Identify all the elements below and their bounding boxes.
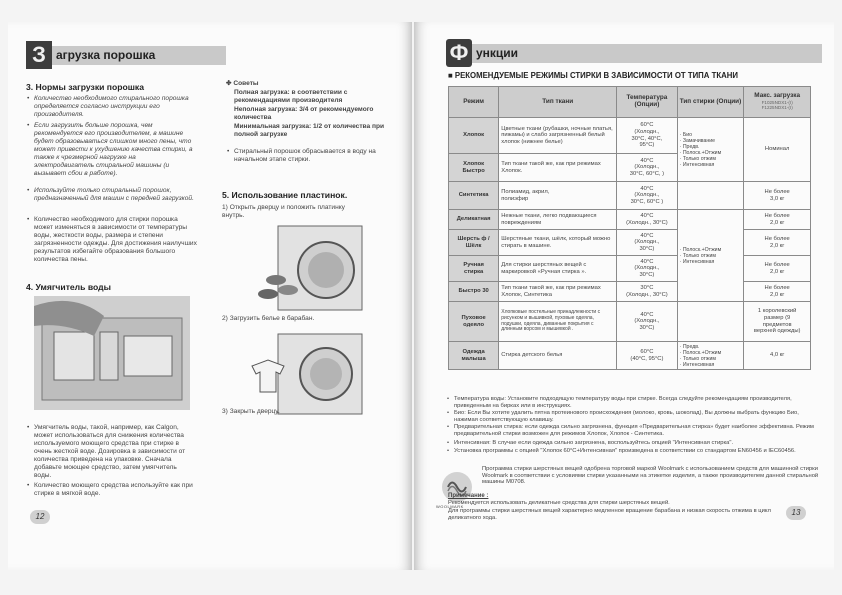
table-header-row	[449, 87, 811, 118]
table-row	[449, 118, 811, 154]
tips-line-2: Неполная загрузка: 3/4 от рекомендуемого количества	[234, 106, 374, 121]
options-cell: · Предв. · Полоск.+Отжим · Только отжим · Интенсивная	[677, 342, 744, 370]
load-cell: Не более 3,0 кг	[744, 182, 811, 210]
tablets-illustration-2	[248, 330, 364, 416]
temp-cell: 40°C (Холодн., 30°C, 60°C, )	[617, 154, 678, 182]
left-page-number: 12	[30, 510, 50, 524]
table-title: ■ РЕКОМЕНДУЕМЫЕ РЕЖИМЫ СТИРКИ В ЗАВИСИМОСТИ ОТ ТИПА ТКАНИ	[448, 71, 738, 80]
temp-cell: 40°C (Холодн., 30°C)	[617, 210, 678, 230]
mode-cell: Синтетика	[449, 182, 499, 210]
load-cell: 1 королевский размер (9 предметов верхней одежды)	[744, 302, 811, 342]
mode-cell: Одежда малыша	[449, 342, 499, 370]
note-intensive: • Интенсивная: В случае если одежда сильно загрязнена, воспользуйтесь опцией "Интенсивная стирка".	[454, 440, 822, 447]
note-water-temp: • Температура воды: Установите подходящую температуру воды при стирке. Всегда следуйте рекомендациям производителя, приведенным на бирках или в инструкциях.	[454, 396, 822, 409]
temp-cell: 40°C (Холодн., 30°C, 60°C )	[617, 182, 678, 210]
temp-cell: 40°C (Холодн., 30°C)	[617, 256, 678, 282]
note-prewash: • Предварительная стирка: если одежда сильно загрязнена, функция «Предварительная стирка» будет наиболее эффективна. Режим предварительной стирки возможен для режимов Хлопок, Хлопок - Синтетика.	[454, 424, 822, 437]
tablets-step-1: 1) Открыть дверцу и положить платинку внутрь.	[222, 204, 345, 219]
load-cell: Не более 2,0 кг	[744, 282, 811, 302]
load-cell: 4,0 кг	[744, 342, 811, 370]
remark-title: Примечание :	[448, 493, 489, 499]
right-page-number: 13	[786, 506, 806, 520]
note-standard: • Установка программы с опцией "Хлопок 60°C+Интенсивная" произведена в соответствии со стандартом EN60456 и IEC60456.	[454, 448, 822, 455]
tips-title: ✤ Советы	[226, 80, 259, 87]
washer-door-drawing	[248, 222, 364, 312]
softener-bullet-2: • Количество моющего средства используйте как при стирке в мягкой воде.	[34, 482, 194, 498]
washer-load-drawing	[248, 330, 364, 416]
mode-cell: Ручная стирка	[449, 256, 499, 282]
wash-modes-table	[448, 86, 811, 370]
fabric-cell: Для стирки шерстяных вещей с маркировкой «Ручная стирка ».	[499, 256, 617, 282]
fabric-cell: Хлопковые постельные принадлежности с рисунком и вышивкой, пуховые одеяла, подушки, одеяла, диванные покрытия с длинным ворсом и мышевкой .	[499, 302, 617, 342]
softener-bullet-1: • Умягчитель воды, такой, например, как Calgon, может использоваться для снижения количества используемого моющего средства при стирке в очень жесткой воде. Дозировка в зависимости от количества приведена на упаковке. Сначала добавьте моющее средство, затем умягчитель воды.	[34, 424, 194, 480]
left-header-letter: З	[26, 41, 52, 69]
mode-cell: Хлопок Быстро	[449, 154, 499, 182]
options-cell-empty	[677, 182, 744, 210]
load-cell: Не более 2,0 кг	[744, 230, 811, 256]
tips-title-text: Советы	[233, 80, 259, 87]
fabric-cell: Цветные ткани (рубашки, ночные платья, пижамы) и слабо загрязненный белый хлопок (нижнее белье)	[499, 118, 617, 154]
load-cell: Номинал	[744, 118, 811, 182]
fabric-cell: Тип ткани такой же, как при режимах Хлопок.	[499, 154, 617, 182]
fabric-cell: Тип ткани такой же, как при режимах Хлопок, Синтетика	[499, 282, 617, 302]
right-header-letter: Ф	[446, 39, 472, 67]
remark-line-2: Для программы стирки шерстяных вещей характерно медленное вращение барабана и низкая скорость отжима в цикл деликатного хода.	[448, 508, 771, 521]
options-cell: · Полоск.+Отжим · Только отжим · Интенсивная	[677, 210, 744, 302]
right-header-title: ункции	[476, 46, 519, 60]
mode-cell: Деликатная	[449, 210, 499, 230]
col-mode: Режим	[449, 87, 499, 118]
table-row	[449, 210, 811, 230]
col-load-label: Макс. загрузка	[754, 92, 800, 100]
tablets-illustration-1	[248, 222, 364, 312]
table-row	[449, 342, 811, 370]
left-page	[8, 22, 412, 570]
fabric-cell: Шерстяные ткани, шёлк, который можно стирать в машине.	[499, 230, 617, 256]
remark-line-1: Рекомендуется использовать деликатные средства для стирки шерстяных вещей.	[448, 500, 670, 506]
mode-cell: Шерсть ф / Шёлк	[449, 230, 499, 256]
woolmark-text: Программа стирки шерстяных вещей одобрена торговой маркой Woolmark с использованием средств для машинной стирки Woolmark в соответствии с условиями стирки указанными на этикетке изделия, а также производителем данной стиральной машины M0708.	[482, 466, 819, 486]
fabric-cell: Стирка детского белья	[499, 342, 617, 370]
woolmark-logo-text: WOOLMARK	[436, 504, 464, 509]
softener-section-title: 4. Умягчитель воды	[26, 282, 111, 292]
col-load	[744, 87, 811, 118]
detergent-section-title: 3. Нормы загрузки порошка	[26, 82, 144, 92]
tips-line-3: Минимальная загрузка: 1/2 от количества при полной загрузке	[234, 123, 385, 138]
temp-cell: 40°C (Холодн., 30°C)	[617, 302, 678, 342]
detergent-bullet-1: • Количество необходимого стирального порошка определяется согласно инструкции его производителя.	[34, 95, 196, 119]
right-header-bar	[446, 40, 822, 65]
load-cell: Не более 2,0 кг	[744, 210, 811, 230]
detergent-bullet-4: • Количество необходимого для стирки порошка может изменяться в зависимости от температуры воды, жесткости воды, размера и степени загрязненности одежды. Для достижения наилучших результатов избегайте образования большого количества пены.	[34, 216, 198, 264]
right-page	[414, 22, 834, 570]
table-title-text: РЕКОМЕНДУЕМЫЕ РЕЖИМЫ СТИРКИ В ЗАВИСИМОСТИ ОТ ТИПА ТКАНИ	[454, 71, 738, 80]
left-header-bar	[26, 42, 226, 67]
table-row	[449, 230, 811, 256]
options-cell-empty	[677, 302, 744, 342]
note-bio: • Био: Если Вы хотите удалить пятна протеинового происхождения (молоко, кровь, шоколад), Вы должны выбрать функцию Био, нажимая соответствующую клавишу.	[454, 410, 822, 423]
table-row	[449, 302, 811, 342]
tips-line-1: Полная загрузка: в соответствии с рекомендациями производителя	[234, 89, 348, 104]
options-cell: · Био · Замачивание · Предв. · Полоск.+Отжим · Только отжим · Интенсивная	[677, 118, 744, 182]
col-temp: Температура (Опции)	[617, 87, 678, 118]
col-load-models: F1025NDX1-(I) F1225NDX1-(I)	[761, 99, 793, 111]
detergent-bullet-2: • Если загрузить больше порошка, чем рекомендуется его производителем, в машине будет образовываться слишком много пены, что может привести к ухудшению качества стирки, а также к чрезмерной нагрузке на электродвигатель стиральной машины (и вызывает сбои в работе).	[34, 122, 196, 178]
tablets-step-3: 3) Закрыть дверцу.	[222, 408, 280, 415]
left-header-title: агрузка порошка	[56, 48, 156, 62]
col-options: Тип стирки (Опции)	[677, 87, 744, 118]
fabric-cell: Полиамид, акрил, полиэфир	[499, 182, 617, 210]
tips-bullet: • Стиральный порошок обрасывается в воду на начальном этапе стирки.	[234, 148, 384, 164]
temp-cell: 40°C (Холодн., 30°C)	[617, 230, 678, 256]
temp-cell: 30°C (Холодн., 30°C)	[617, 282, 678, 302]
table-row	[449, 182, 811, 210]
fabric-cell: Нежные ткани, легко подвающиеся повреждениям	[499, 210, 617, 230]
temp-cell: 60°C (Холодн., 30°C, 40°C, 95°C)	[617, 118, 678, 154]
temp-cell: 60°C (40°C, 95°C)	[617, 342, 678, 370]
load-cell: Не более 2,0 кг	[744, 256, 811, 282]
mode-cell: Быстро 30	[449, 282, 499, 302]
detergent-bullet-3: • Используйте только стиральный порошок, предназначенный для машин с передней загрузкой.	[34, 187, 196, 203]
drawer-drawing	[34, 296, 190, 410]
mode-cell: Хлопок	[449, 118, 499, 154]
tablets-step-2: 2) Загрузить белье в барабан.	[222, 315, 315, 322]
col-fabric: Тип ткани	[499, 87, 617, 118]
mode-cell: Пуховое одеяло	[449, 302, 499, 342]
softener-drawer-illustration	[34, 296, 190, 410]
table-row	[449, 282, 811, 302]
table-row	[449, 256, 811, 282]
tablets-section-title: 5. Использование пластинок.	[222, 190, 348, 200]
